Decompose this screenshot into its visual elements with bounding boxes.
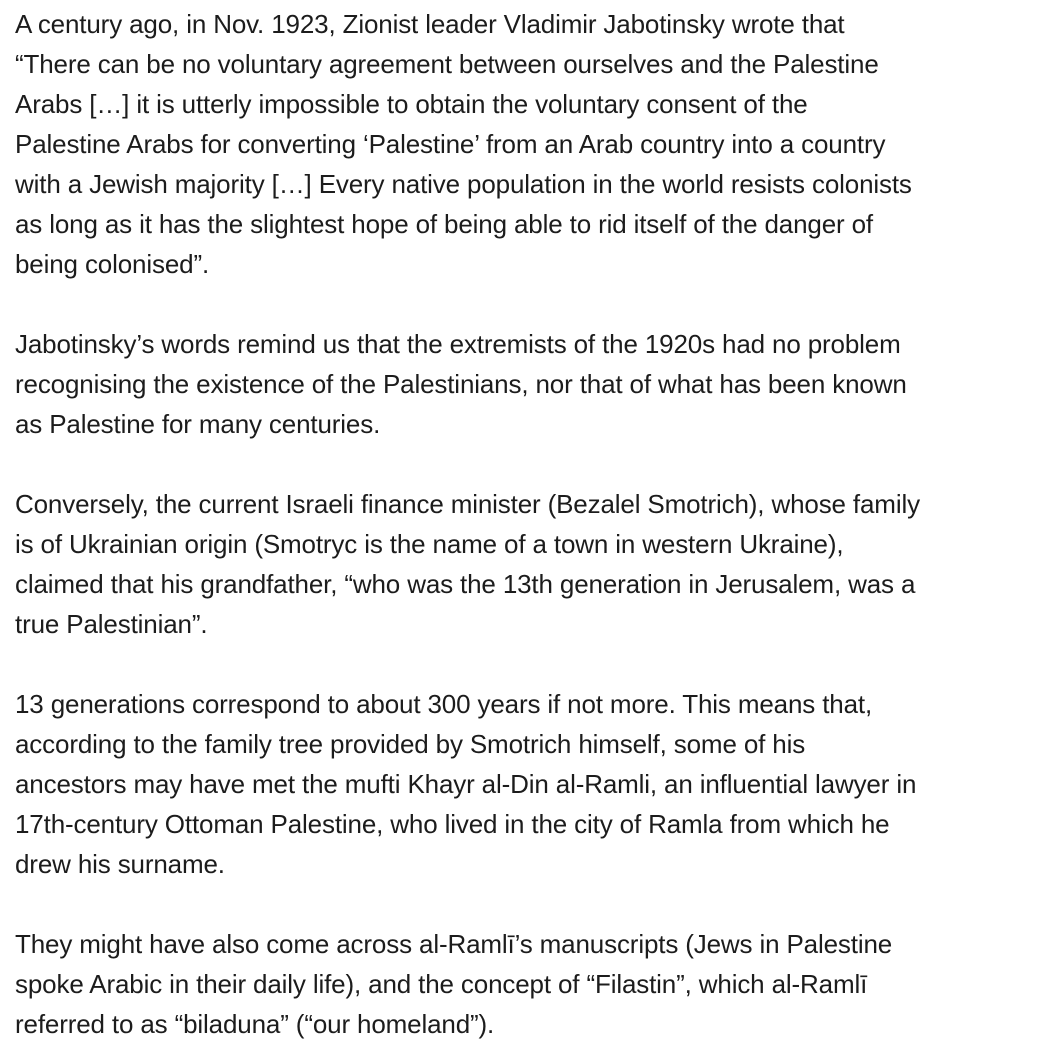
text-line: A century ago, in Nov. 1923, Zionist leader Vladimir Jabotinsky wrote that <box>15 9 845 39</box>
paragraph-jabotinsky-words <box>15 324 1045 444</box>
text-line: Jabotinsky’s words remind us that the extremists of the 1920s had no problem <box>15 329 901 359</box>
text-line: with a Jewish majority […] Every native population in the world resists colonists <box>15 169 912 199</box>
text-line: drew his surname. <box>15 849 225 879</box>
text-line: recognising the existence of the Palestinians, nor that of what has been known <box>15 369 907 399</box>
text-line: is of Ukrainian origin (Smotryc is the name of a town in western Ukraine), <box>15 529 844 559</box>
text-line: They might have also come across al-Ramlī’s manuscripts (Jews in Palestine <box>15 929 893 959</box>
text-line: as Palestine for many centuries. <box>15 409 381 439</box>
text-line: “There can be no voluntary agreement between ourselves and the Palestine <box>15 49 879 79</box>
text-line: ancestors may have met the mufti Khayr al-Din al-Ramli, an influential lawyer in <box>15 769 917 799</box>
text-line: as long as it has the slightest hope of being able to rid itself of the danger of <box>15 209 873 239</box>
text-line: Palestine Arabs for converting ‘Palestine’ from an Arab country into a country <box>15 129 886 159</box>
paragraph-jabotinsky-quote <box>15 4 1045 284</box>
text-line: being colonised”. <box>15 249 210 279</box>
paragraph-smotrich <box>15 484 1045 644</box>
paragraph-generations <box>15 684 1045 884</box>
text-line: claimed that his grandfather, “who was the 13th generation in Jerusalem, was a <box>15 569 916 599</box>
text-line: Conversely, the current Israeli finance minister (Bezalel Smotrich), whose family <box>15 489 920 519</box>
paragraph-manuscripts <box>15 924 1045 1044</box>
text-line: referred to as “biladuna” (“our homeland”). <box>15 1009 495 1039</box>
text-line: 17th-century Ottoman Palestine, who lived in the city of Ramla from which he <box>15 809 890 839</box>
text-line: true Palestinian”. <box>15 609 208 639</box>
text-line: according to the family tree provided by Smotrich himself, some of his <box>15 729 806 759</box>
text-line: Arabs […] it is utterly impossible to obtain the voluntary consent of the <box>15 89 808 119</box>
article-body <box>15 4 1045 1044</box>
text-line: 13 generations correspond to about 300 years if not more. This means that, <box>15 689 873 719</box>
text-line: spoke Arabic in their daily life), and the concept of “Filastin”, which al-Ramlī <box>15 969 868 999</box>
